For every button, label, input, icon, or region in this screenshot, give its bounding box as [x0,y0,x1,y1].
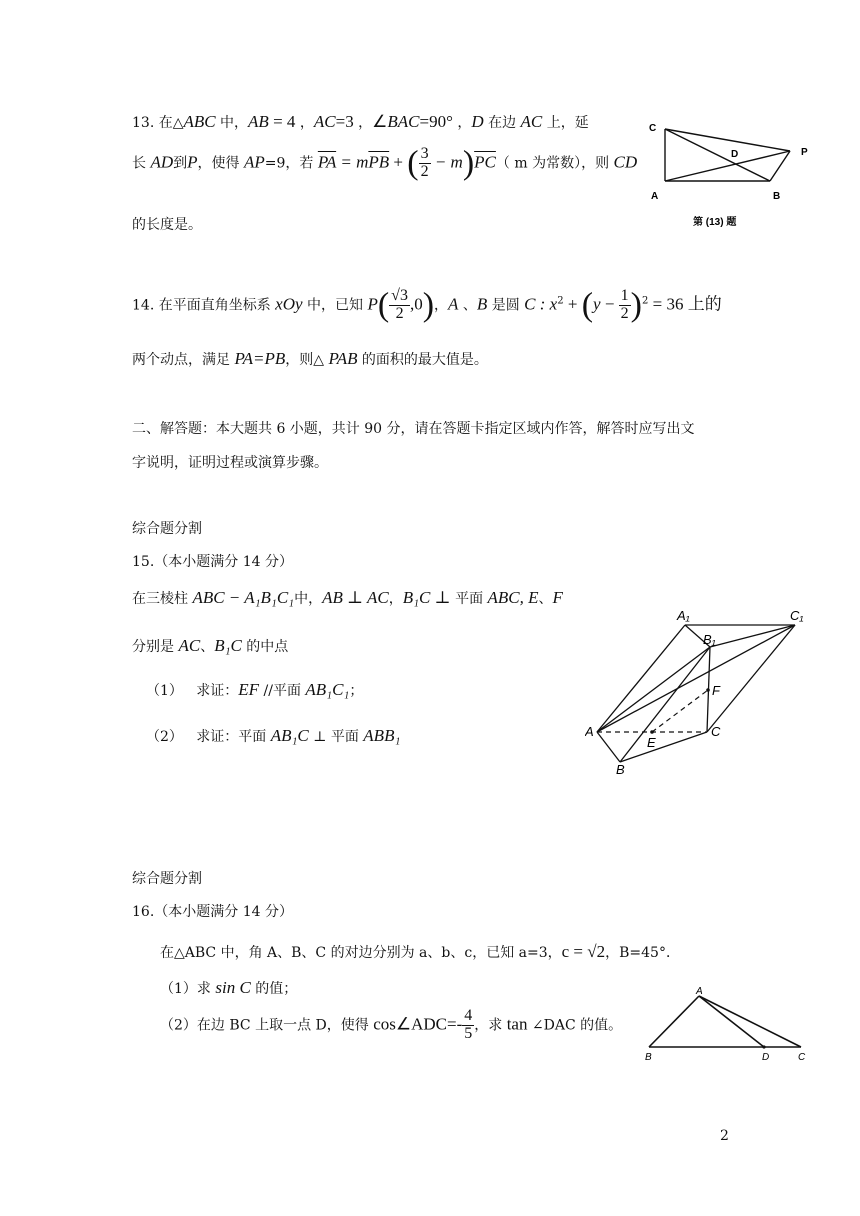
q13-vector-pa: $\overline{PA}$ [317,152,337,172]
q14-text: 中，已知 [302,297,368,314]
q15-label-e: E [647,735,656,750]
q16-point-d [762,1045,765,1048]
section2-heading-line1: 二、解答题：本大题共 6 小题，共计 90 分，请在答题卡指定区域内作答，解答时应写出文 [132,421,695,437]
q14-frac-den: 2 [395,304,404,322]
q15-label-a: A [585,724,594,739]
q14-line1 [132,288,722,323]
q15-math-plane: ABB₁ [363,726,401,745]
q15-part1 [146,680,363,700]
q14-text: 的面积的最大值是。 [357,352,488,368]
q13-figure [645,115,820,235]
q13-text: 在边 [483,115,521,131]
page-number: 2 [720,1128,729,1144]
q13-fraction [419,146,431,181]
q15-part2 [146,726,400,746]
q15-edge-aa1 [597,625,685,732]
q14-text: ，则△ [285,352,329,368]
q14-math-pab: PAB [328,349,358,368]
q15-text: 、 [538,591,553,607]
q16-label-d: D [762,1052,770,1063]
q16-line1 [160,942,680,962]
q15-label-a1: A₁ [677,608,690,623]
q13-math-ac: AC [520,112,543,131]
q15-text: 、 [200,639,215,655]
q16-triangle-figure [638,983,816,1063]
q13-right-paren: ) [462,144,475,182]
q16-part1 [160,978,297,998]
q13-vector-pc: $\overline{PC}$ [474,152,496,172]
q13-text: ， [452,115,472,131]
q13-frac-num: 3 [420,145,429,162]
q13-text: 长 [132,155,151,172]
q15-edge-cc1 [707,625,795,732]
q13-text: 上，延 [542,115,589,131]
q15-text: 中， [294,591,323,607]
q13-line1 [132,112,589,132]
q15-math-ef: EF [238,680,260,699]
q15-point-f [706,688,710,692]
q15-label-c: C [711,724,721,739]
q13-text: 中， [215,115,249,131]
q16-header: 16.（本小题满分 14 分） [132,904,293,920]
q15-edge-b1c1 [710,625,795,647]
q13-math-eq3: =3 [335,112,354,131]
q14-math-p: P [367,294,378,314]
q16-text: （1）求 [160,981,216,997]
q14-math-zero: ,0 [409,294,423,314]
q13-line2 [132,146,637,181]
q15-math-perp: AB ⊥ AC [322,588,389,607]
q16-edge-ac [699,996,801,1047]
q16-text: ，B=45°． [605,945,680,961]
q13-math-ad: AD [150,152,174,172]
q14-math-eq36: = 36 上的 [648,294,722,314]
q15-label-b: B [616,762,625,777]
q14-frac-num: √3 [391,287,408,304]
q14-text: 、 [458,297,477,314]
q16-label-b: B [645,1052,652,1063]
q14-fraction-sqrt3 [389,288,410,323]
q15-label-f: F [712,683,720,698]
q13-text: 13. 在△ [132,115,184,131]
q15-math-ac: AC [178,636,201,655]
q16-label-a: A [696,986,703,997]
q16-text: （2）在边 BC 上取一点 D，使得 [160,1017,374,1034]
q13-text: 到 [173,155,188,172]
q16-edge-ad [699,996,764,1047]
q16-math-c: c = √2 [561,942,606,961]
q15-math-f: F [552,588,563,607]
q13-text: （ m 为常数），则 [495,155,614,172]
q15-text: ， [388,591,403,607]
q13-math-p: P [187,152,198,172]
q15-edge-ab [597,732,620,762]
q13-math-plus: + [389,152,408,172]
q16-text: ，求 [474,1017,507,1034]
q16-fraction [462,1008,474,1043]
q14-math-a: A [448,294,459,314]
q13-math-abc: ABC [183,112,216,131]
q15-math-b1c: B₁C ⊥ [402,588,451,607]
q16-label-c: C [798,1052,806,1063]
q13-label-p: P [801,147,808,158]
q14-math-x: : x [535,294,558,314]
q14-frac-den: 2 [620,304,629,322]
q15-divider: 综合题分割 [132,521,202,537]
q14-math-y: y [593,294,601,314]
q14-math-papb: PA=PB [234,349,286,368]
q13-label-d: D [731,149,739,160]
q15-part-number: （2） [146,729,183,745]
q14-right-paren: ) [422,286,435,324]
q16-part2 [160,1008,622,1043]
q13-label-a: A [651,191,659,202]
q15-header: 15.（本小题满分 14 分） [132,554,293,570]
q15-text: 在三棱柱 [132,591,193,607]
q13-text: =9，若 [264,155,318,172]
q14-math-c: C [524,294,536,314]
q15-text: 求证： [196,683,239,699]
q15-line1 [132,588,563,608]
q16-text: 的值； [250,981,298,997]
q14-math-b: B [476,294,488,314]
q14-math-minus: − [600,294,619,314]
q13-label-c: C [649,123,657,134]
q16-math-cos: cos∠ADC=- [373,1014,463,1034]
q13-math-eq4: = 4 [268,112,296,131]
q15-math-plane: AB₁C [270,726,309,745]
q13-text: ， [295,115,314,131]
q15-text: ⊥ 平面 [308,729,364,745]
q13-math-minus-m: − m [430,152,463,172]
q15-label-b1: B₁ [703,632,716,647]
q16-text: ∠DAC 的值。 [527,1017,623,1034]
q13-math-bac: BAC [387,112,420,131]
q16-text: 在△ABC 中，角 A、B、C 的对边分别为 a、b、c，已知 a=3， [160,945,562,961]
q15-text: 分别是 [132,639,179,655]
q16-math-tan: tan [506,1014,528,1034]
q15-line2 [132,636,288,656]
q14-math-sq: 2 [557,295,564,307]
q13-angle-symbol: ∠ [372,112,388,131]
q16-divider: 综合题分割 [132,871,202,887]
q14-text: 是圆 [487,297,525,314]
q13-math-ap: AP [243,152,265,172]
q13-figure-caption: 第 (13) 题 [693,217,737,228]
q14-right-paren2: ) [630,286,642,324]
q15-text: //平面 [259,683,306,699]
q14-text: 14. 在平面直角坐标系 [132,297,276,314]
q13-math-eqm: = m [336,152,369,172]
q14-text: ， [434,297,449,314]
q13-left-paren: ( [407,144,419,182]
q14-line2 [132,349,488,369]
q16-frac-den: 5 [464,1024,473,1042]
q15-label-c1: C₁ [790,608,804,623]
q15-math-prism: ABC − A₁B₁C₁ [192,588,295,607]
q14-math-plus: + [563,294,582,314]
q16-frac-num: 4 [464,1007,473,1024]
q15-text: 的中点 [241,639,289,655]
q16-edge-ab [649,996,699,1047]
q13-text: ，使得 [197,155,244,172]
q14-left-paren2: ( [581,286,594,324]
q15-part-number: （1） [146,683,183,699]
q15-point-e [650,730,654,734]
q15-text: 平面 [450,591,488,607]
q15-prism-figure [585,602,815,777]
q15-text: 求证：平面 [196,729,271,745]
q16-math-sinc: sin C [215,978,251,997]
q13-line3: 的长度是。 [132,217,202,233]
q13-math-cd: CD [613,152,638,172]
q14-fraction-half [619,288,631,323]
q13-label-b: B [773,191,781,202]
q14-math-xoy: xOy [275,294,303,314]
q13-math-ab: AB [248,112,269,131]
q15-text: ； [349,683,364,699]
q15-edge-bc [620,732,707,762]
q15-math-b1c: B₁C [214,636,242,655]
q14-frac-num: 1 [620,287,629,304]
q14-text: 两个动点，满足 [132,352,235,368]
q13-math-deg: =90° [419,112,453,131]
q15-math-abc: ABC, E [487,588,539,607]
q13-edge-ap [665,151,790,181]
q14-left-paren: ( [377,286,390,324]
q13-text: ， [353,115,373,131]
q13-vector-pb: $\overline{PB}$ [368,152,390,172]
q13-edge-cb [665,129,770,181]
section2-heading-line2: 字说明，证明过程或演算步骤。 [132,455,328,471]
q15-edge-ac1 [597,625,795,732]
q13-frac-den: 2 [420,162,429,180]
q13-math-ac: AC [313,112,336,131]
q15-math-plane: AB₁C₁ [305,680,350,699]
q13-edge-cp [665,129,790,151]
q13-math-d: D [471,112,484,131]
q14-math-sq: 2 [642,295,649,307]
